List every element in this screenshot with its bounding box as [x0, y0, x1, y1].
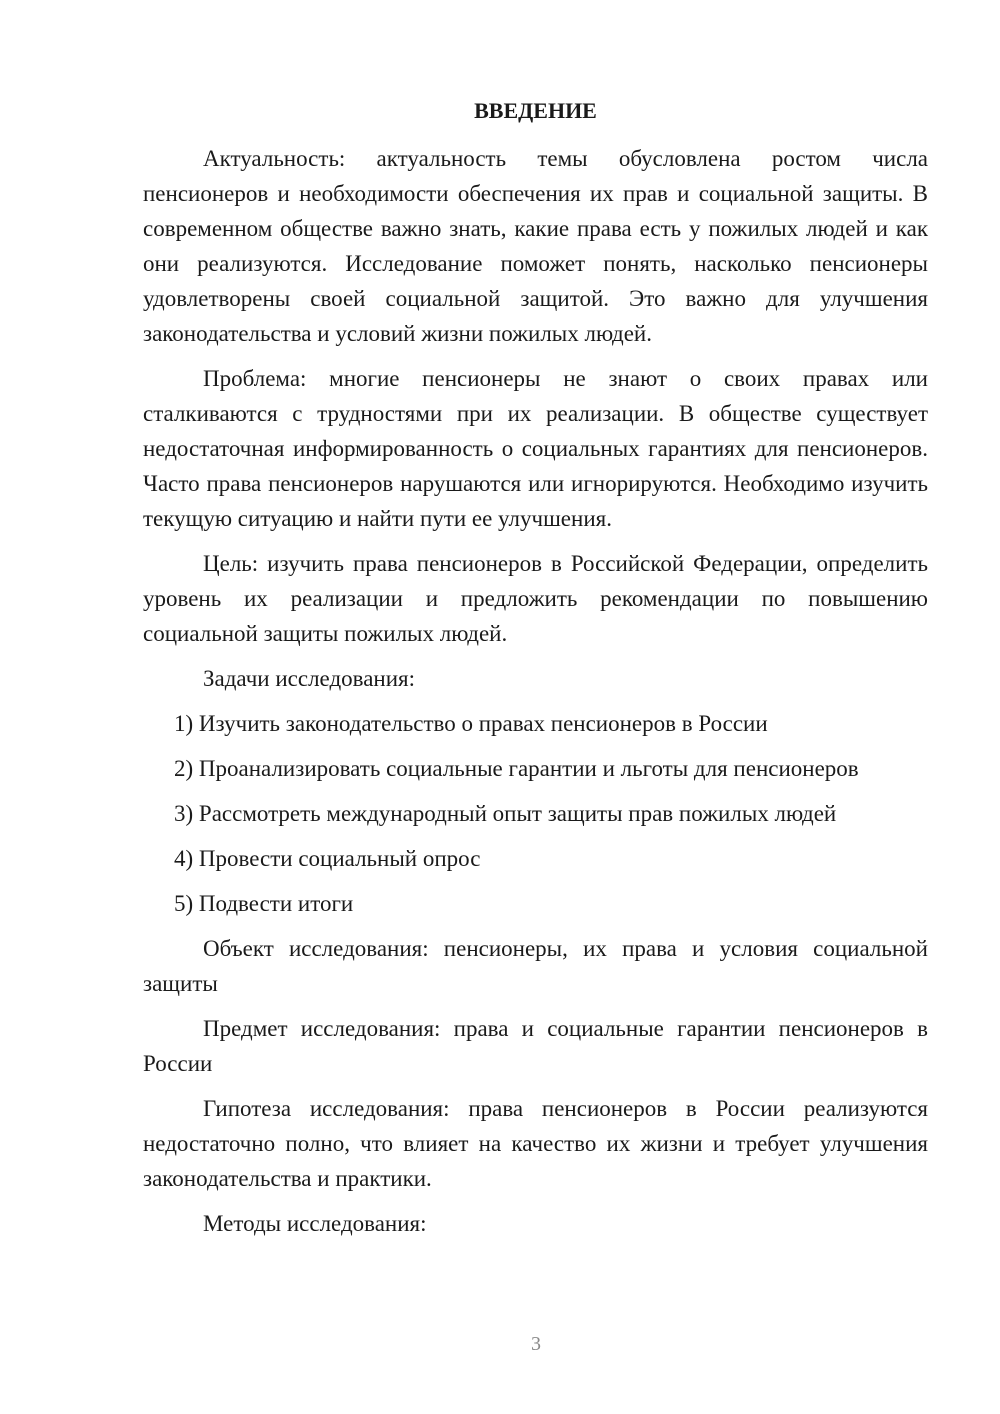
methods-heading: Методы исследования:: [203, 1211, 427, 1236]
task-item: 2) Проанализировать социальные гарантии и льготы для пенсионеров: [174, 756, 859, 781]
section-title: ВВЕДЕНИЕ: [474, 98, 597, 123]
problem-paragraph: Проблема: многие пенсионеры не знают о своих правах или сталкиваются с трудностями при их реализации. В обществе существует недостаточная информированность о социальных гарантиях для пенсионеров. Часто права пенсионеров нарушаются или игнорируются. Необходимо изучить текущую ситуацию и найти пути ее улучшения.: [143, 366, 928, 531]
task-item: 5) Подвести итоги: [174, 891, 354, 916]
hypothesis-paragraph: Гипотеза исследования: права пенсионеров в России реализуются недостаточно полно, что влияет на качество их жизни и требует улучшения законодательства и практики.: [143, 1096, 928, 1191]
document-page: [143, 95, 928, 1251]
task-item: 4) Провести социальный опрос: [174, 846, 481, 871]
subject-paragraph: Предмет исследования: права и социальные гарантии пенсионеров в России: [143, 1016, 928, 1076]
object-paragraph: Объект исследования: пенсионеры, их права и условия социальной защиты: [143, 936, 928, 996]
relevance-paragraph: Актуальность: актуальность темы обусловлена ростом числа пенсионеров и необходимости обеспечения их прав и социальной защиты. В современном обществе важно знать, какие права есть у пожилых людей и как они реализуются. Исследование поможет понять, насколько пенсионеры удовлетворены своей социальной защитой. Это важно для улучшения законодательства и условий жизни пожилых людей.: [143, 146, 928, 346]
task-item: 1) Изучить законодательство о правах пенсионеров в России: [174, 711, 768, 736]
tasks-list: [143, 706, 928, 921]
task-item: 3) Рассмотреть международный опыт защиты прав пожилых людей: [174, 801, 837, 826]
goal-paragraph: Цель: изучить права пенсионеров в Российской Федерации, определить уровень их реализации и предложить рекомендации по повышению социальной защиты пожилых людей.: [143, 551, 928, 646]
page-number: 3: [531, 1333, 541, 1355]
tasks-heading: Задачи исследования:: [203, 666, 416, 691]
